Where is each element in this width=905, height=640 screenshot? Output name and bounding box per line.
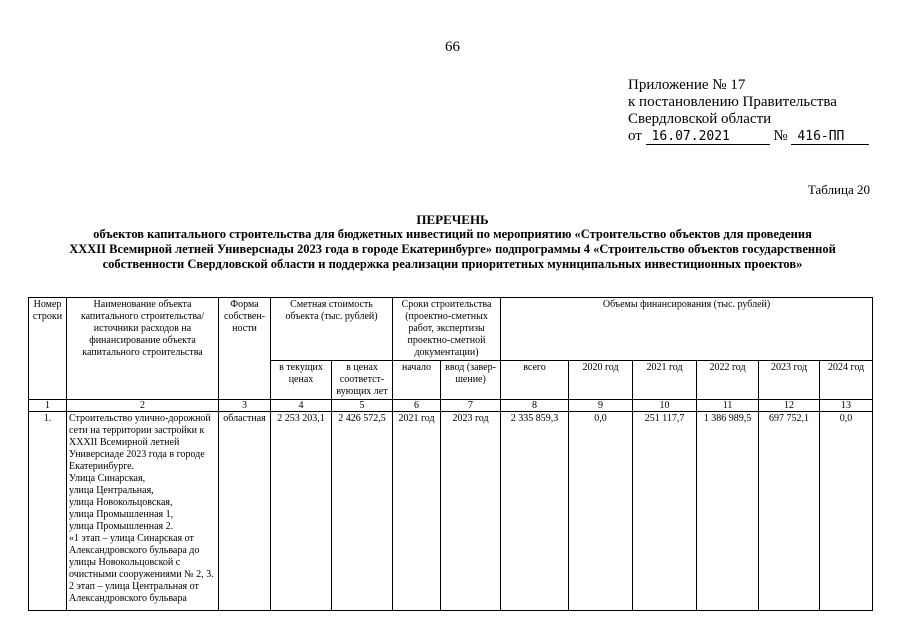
objects-table <box>28 297 873 611</box>
from-label: от <box>628 128 642 144</box>
table-row <box>29 412 873 611</box>
column-number: 7 <box>441 400 501 412</box>
appendix-date-line <box>628 128 869 145</box>
appendix-block <box>628 77 869 145</box>
header-2022: 2022 год <box>697 361 759 400</box>
header-total: всего <box>501 361 569 400</box>
cell-term-end: 2023 год <box>441 412 501 611</box>
column-number: 2 <box>67 400 219 412</box>
appendix-region: Свердловской области <box>628 111 772 127</box>
column-number: 9 <box>569 400 633 412</box>
column-number: 4 <box>271 400 332 412</box>
heading-line-2: XXXII Всемирной летней Универсиады 2023 года в городе Екатеринбурге» подпрограммы 4 «Строительство объектов государственной <box>69 242 836 256</box>
cell-term-start: 2021 год <box>393 412 441 611</box>
column-number: 12 <box>759 400 820 412</box>
heading-line-3: собственности Свердловской области и поддержка реализации приоритетных муниципальных инвестиционных проектов» <box>102 257 803 271</box>
column-number: 8 <box>501 400 569 412</box>
header-funding-group: Объемы финансирования (тыс. рублей) <box>501 298 873 361</box>
header-term-start: начало <box>393 361 441 400</box>
cell-2024: 0,0 <box>820 412 873 611</box>
cell-total: 2 335 859,3 <box>501 412 569 611</box>
column-numbers-row <box>29 400 873 412</box>
header-row-1 <box>29 298 873 361</box>
document-heading <box>0 212 905 272</box>
header-2023: 2023 год <box>759 361 820 400</box>
column-number: 11 <box>697 400 759 412</box>
cell-2022: 1 386 989,5 <box>697 412 759 611</box>
resolution-date: 16.07.2021 <box>646 130 770 145</box>
appendix-resolution: к постановлению Правительства <box>628 94 837 110</box>
column-number: 5 <box>332 400 393 412</box>
header-2020: 2020 год <box>569 361 633 400</box>
cell-2020: 0,0 <box>569 412 633 611</box>
header-cost-adjusted: в ценах соответст-вующих лет <box>332 361 393 400</box>
column-number: 13 <box>820 400 873 412</box>
page-number: 66 <box>445 39 460 55</box>
cell-ownership: областная <box>219 412 271 611</box>
cell-2023: 697 752,1 <box>759 412 820 611</box>
header-term-end: ввод (завер-шение) <box>441 361 501 400</box>
header-ownership: Форма собствен-ности <box>219 298 271 400</box>
cell-cost-adjusted: 2 426 572,5 <box>332 412 393 611</box>
heading-title: ПЕРЕЧЕНЬ <box>416 212 489 227</box>
column-number: 6 <box>393 400 441 412</box>
header-terms-group: Сроки строительства (проектно-сметных работ, экспертизы проектно-сметной документации) <box>393 298 501 361</box>
number-label: № <box>773 128 788 144</box>
cell-2021: 251 117,7 <box>633 412 697 611</box>
header-cost-current: в текущих ценах <box>271 361 332 400</box>
header-name: Наименование объекта капитального строительства/ источники расходов на финансирование объекта капитального строительства <box>67 298 219 400</box>
column-number: 3 <box>219 400 271 412</box>
table-label: Таблица 20 <box>807 182 870 197</box>
appendix-title: Приложение № 17 <box>628 77 746 93</box>
cell-object-name: Строительство улично-дорожной сети на территории застройки к XXXII Всемирной летней Универсиаде 2023 года в городе Екатеринбурге. Улица Синарская, улица Центральная, улица Новокольцовская, улица Промышленная 1, улица Промышленная 2. «1 этап – улица Синарская от Александровского бульвара до улицы Новокольцовской с очистными сооружениями № 2, 3. 2 этап – улица Центральная от Александровского бульвара <box>67 412 219 611</box>
header-cost-group: Сметная стоимость объекта (тыс. рублей) <box>271 298 393 361</box>
resolution-number: 416-ПП <box>791 130 869 145</box>
header-row-no: Номер строки <box>29 298 67 400</box>
header-2024: 2024 год <box>820 361 873 400</box>
cell-row-no: 1. <box>29 412 67 611</box>
heading-line-1: объектов капитального строительства для бюджетных инвестиций по мероприятию «Строительство объектов для проведения <box>93 227 812 241</box>
column-number: 1 <box>29 400 67 412</box>
cell-cost-current: 2 253 203,1 <box>271 412 332 611</box>
column-number: 10 <box>633 400 697 412</box>
header-2021: 2021 год <box>633 361 697 400</box>
